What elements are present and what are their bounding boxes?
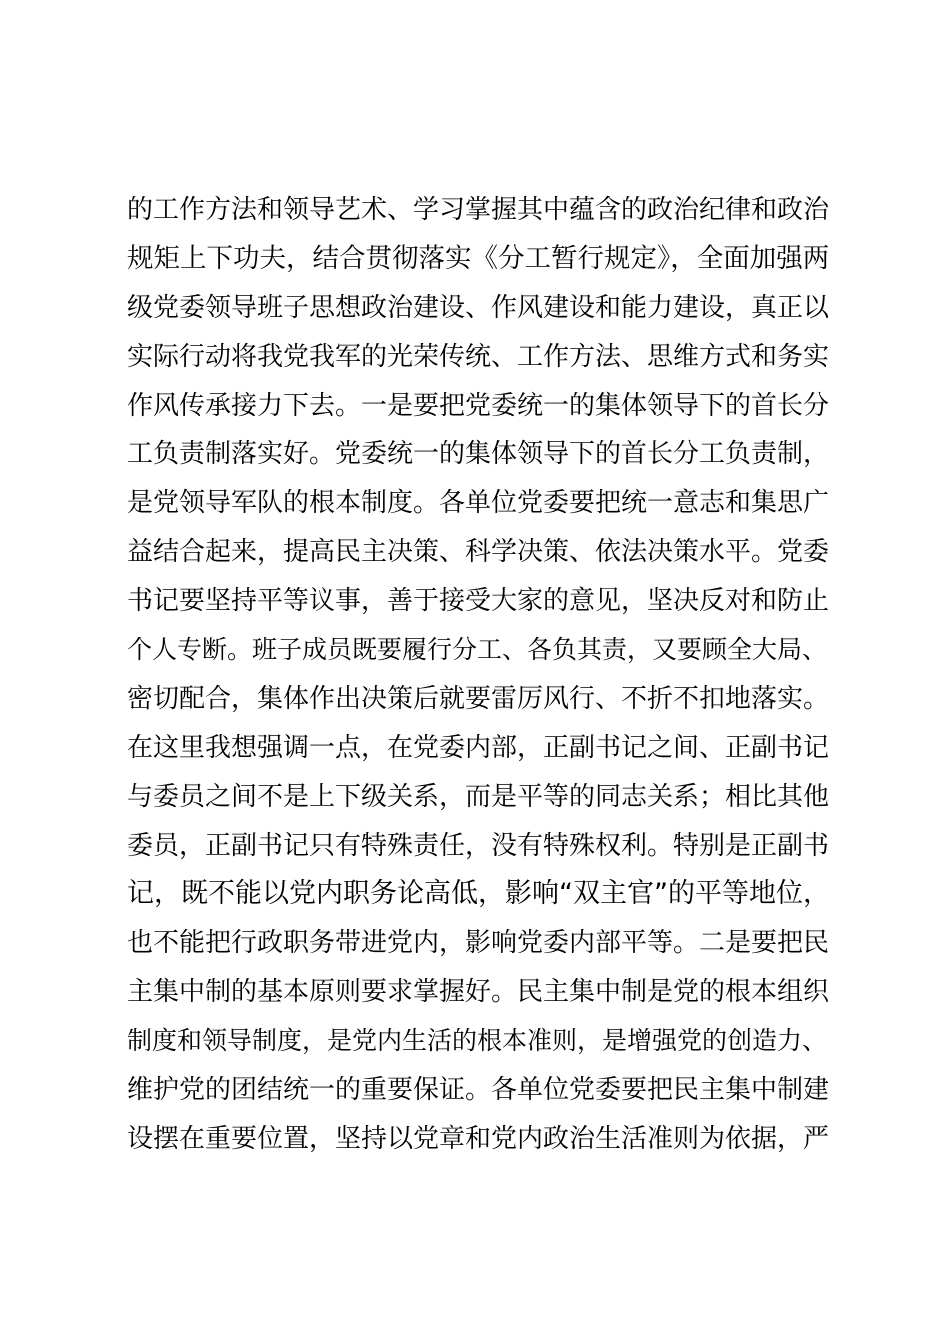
document-body	[127, 186, 837, 1164]
body-text-line: 工负责制落实好。党委统一的集体领导下的首长分工负责制，	[127, 439, 830, 470]
body-text-line: 记，既不能以党内职务论高低，影响“双主官”的平等地位，	[127, 878, 830, 910]
body-text-line: 密切配合，集体作出决策后就要雷厉风行、不折不扣地落实。	[127, 683, 830, 714]
body-text-line: 制度和领导制度，是党内生活的根本准则，是增强党的创造力、	[127, 1026, 828, 1056]
body-text-line: 实际行动将我党我军的光荣传统、工作方法、思维方式和务实	[127, 341, 830, 372]
body-text-line: 在这里我想强调一点，在党委内部，正副书记之间、正副书记	[127, 732, 830, 763]
body-text-line: 委员，正副书记只有特殊责任，没有特殊权利。特别是正副书	[127, 830, 830, 861]
body-text-line: 个人专断。班子成员既要履行分工、各负其责，又要顾全大局、	[127, 635, 828, 665]
body-text-line: 益结合起来，提高民主决策、科学决策、依法决策水平。党委	[127, 537, 830, 568]
body-text-line: 维护党的团结统一的重要保证。各单位党委要把民主集中制建	[127, 1075, 830, 1106]
body-text-line: 作风传承接力下去。一是要把党委统一的集体领导下的首长分	[127, 390, 830, 421]
body-text-line: 书记要坚持平等议事，善于接受大家的意见，坚决反对和防止	[127, 586, 830, 617]
body-text-line: 与委员之间不是上下级关系，而是平等的同志关系；相比其他	[127, 781, 830, 812]
body-text-line: 主集中制的基本原则要求掌握好。民主集中制是党的根本组织	[127, 977, 830, 1008]
body-text-line: 规矩上下功夫，结合贯彻落实《分工暂行规定》，全面加强两	[127, 242, 830, 274]
body-text-line: 级党委领导班子思想政治建设、作风建设和能力建设，真正以	[127, 292, 830, 323]
body-text-line: 也不能把行政职务带进党内，影响党委内部平等。二是要把民	[127, 928, 830, 959]
body-text-line: 是党领导军队的根本制度。各单位党委要把统一意志和集思广	[127, 488, 830, 519]
body-text-line: 的工作方法和领导艺术、学习掌握其中蕴含的政治纪律和政治	[127, 195, 830, 225]
body-text-line: 设摆在重要位置，坚持以党章和党内政治生活准则为依据，严	[127, 1123, 830, 1154]
